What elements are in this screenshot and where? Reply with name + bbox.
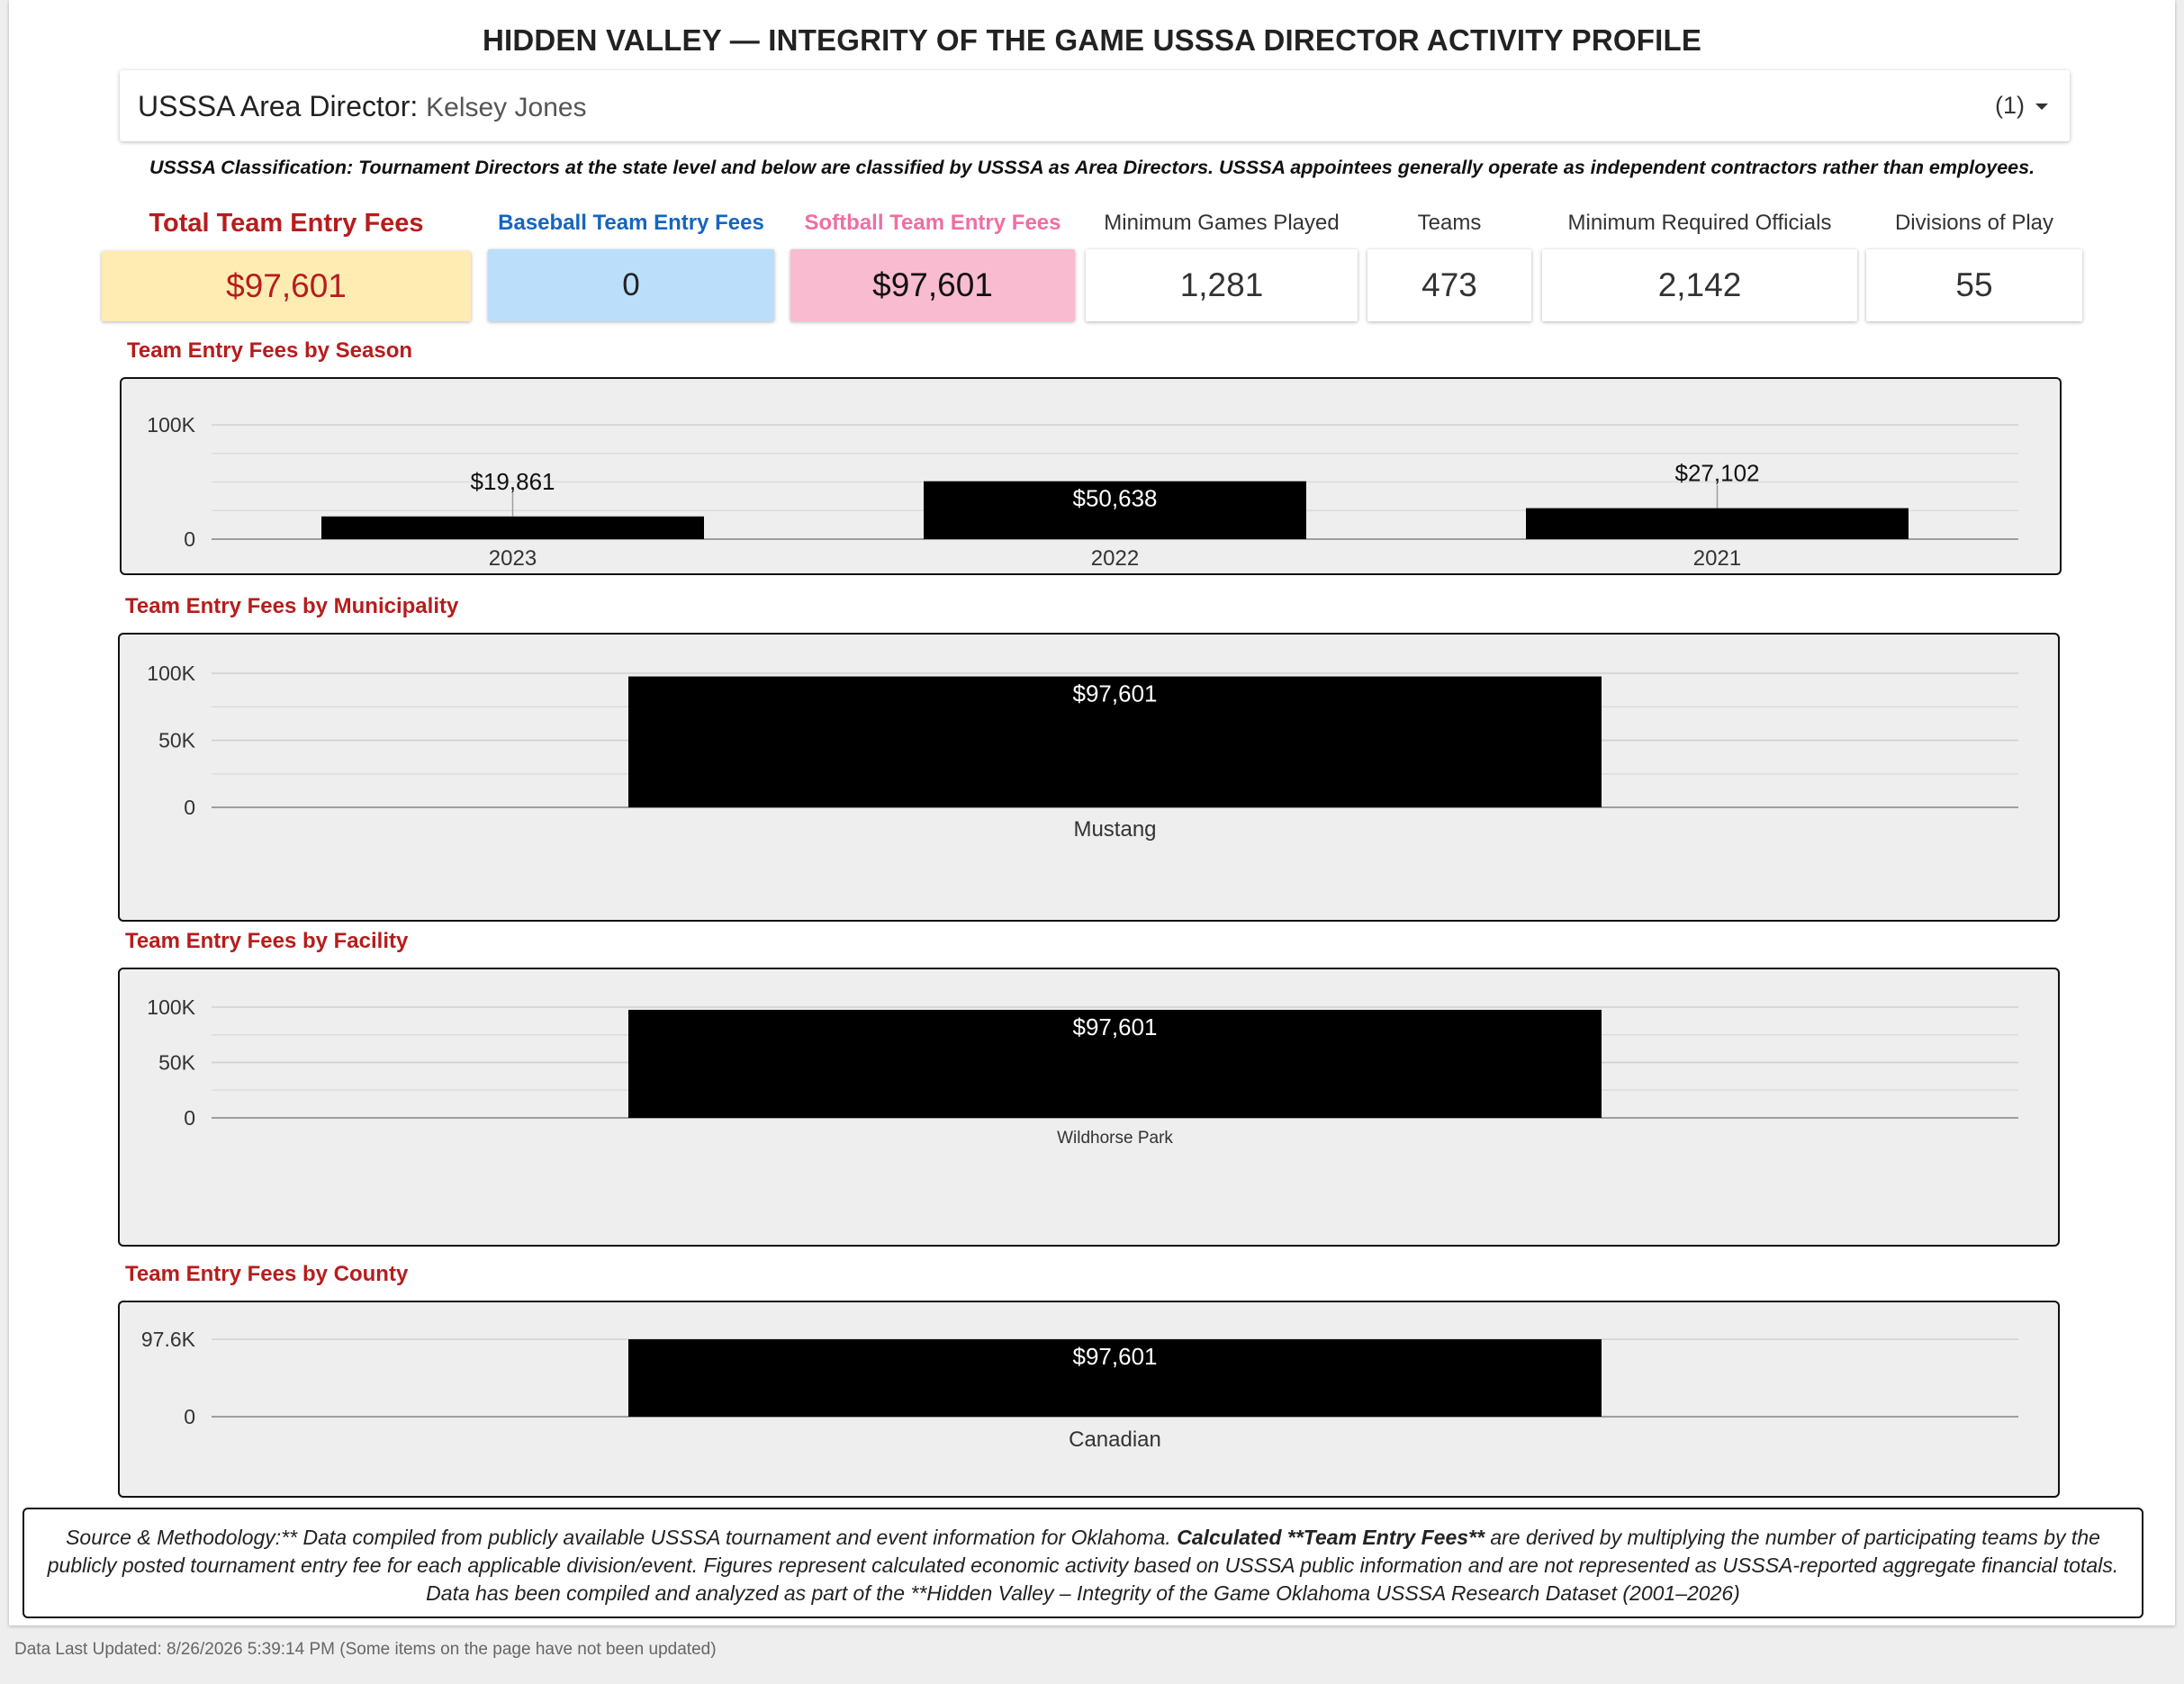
chart-facility-svg [120, 969, 2058, 1245]
bar [1526, 509, 1909, 539]
kpi-teams-scorecard [1367, 249, 1531, 321]
kpi-total-scorecard [102, 251, 471, 321]
kpi-softball-label-text: Softball Team Entry Fees [804, 211, 1061, 235]
methodology-bold: Calculated **Team Entry Fees** [1177, 1526, 1485, 1549]
director-filter-dropdown[interactable] [120, 70, 2070, 141]
kpi-games-scorecard [1086, 249, 1358, 321]
chart-municipality-frame [118, 633, 2060, 922]
kpi-baseball-scorecard [488, 249, 774, 321]
kpi-teams-label [1367, 211, 1531, 236]
kpi-games-value: 1,281 [1179, 266, 1264, 303]
x-category-label: Wildhorse Park [1057, 1129, 1173, 1148]
chart-season-frame [120, 377, 2062, 575]
bar-value-label: $97,601 [1072, 1343, 1158, 1370]
chart-county-title: Team Entry Fees by County [125, 1262, 409, 1286]
kpi-officials-scorecard [1542, 249, 1857, 321]
bar-value-label: $97,601 [1072, 680, 1158, 707]
methodology-rest: are derived by multiplying the number of participating teams by the publicly posted tournament entry fee for each applicable division/event. Figures represent calculated economic activity based on USSSA public information and are not represented as USSSA-reported aggregate financial totals. Data has been compiled and analyzed as part of the **Hidden Valley – Integrity of the Game Oklahoma USSSA Research Dataset (2001–2026) [47, 1526, 2119, 1605]
kpi-total-value: $97,601 [226, 267, 347, 304]
x-category-label: 2023 [488, 546, 537, 571]
director-name: Kelsey Jones [426, 93, 587, 122]
page-title: HIDDEN VALLEY — INTEGRITY OF THE GAME USSSA DIRECTOR ACTIVITY PROFILE [482, 23, 1702, 57]
chart-municipality-title: Team Entry Fees by Municipality [125, 594, 459, 618]
y-tick-label: 0 [184, 1106, 195, 1130]
director-label-separator: : [410, 90, 427, 122]
y-tick-label: 100K [147, 995, 195, 1019]
kpi-total-label-text: Total Team Entry Fees [149, 209, 424, 238]
y-tick-label: 0 [184, 527, 195, 551]
kpi-baseball-value: 0 [622, 267, 640, 302]
y-tick-label: 0 [184, 796, 195, 819]
chart-season-svg [122, 379, 2060, 573]
last-updated-text: Data Last Updated: 8/26/2026 5:39:14 PM (Some items on the page have not been updated) [14, 1640, 717, 1659]
kpi-baseball-label-text: Baseball Team Entry Fees [498, 211, 764, 235]
bar-value-label: $50,638 [1072, 484, 1158, 512]
kpi-officials-label-text: Minimum Required Officials [1567, 211, 1832, 235]
kpi-divisions-scorecard [1866, 249, 2082, 321]
kpi-games-label [1086, 211, 1358, 236]
y-tick-label: 0 [184, 1405, 195, 1428]
bar-value-label: $97,601 [1072, 1013, 1158, 1040]
chart-county-frame [118, 1301, 2060, 1498]
kpi-divisions-label [1866, 211, 2082, 236]
kpi-teams-label-text: Teams [1417, 211, 1482, 235]
x-category-label: 2022 [1090, 546, 1140, 571]
classification-note: USSSA Classification: Tournament Directors at the state level and below are classified by USSSA as Area Directors. USSSA appointees generally operate as independent contractors rather than employees. [149, 157, 2035, 178]
kpi-softball-scorecard [790, 249, 1075, 321]
x-category-label: Mustang [1073, 817, 1157, 842]
kpi-divisions-value: 55 [1955, 266, 1993, 303]
selection-count-text: (1) [1995, 92, 2025, 119]
kpi-teams-value: 473 [1421, 266, 1477, 303]
bar-value-label: $27,102 [1674, 459, 1760, 487]
bar [321, 517, 704, 539]
director-label-text: USSSA Area Director [138, 90, 411, 122]
director-selection-count[interactable] [1995, 92, 2048, 120]
y-tick-label: 100K [147, 662, 195, 685]
chart-facility-frame [118, 968, 2060, 1247]
methodology-note [23, 1508, 2143, 1618]
kpi-softball-value: $97,601 [872, 266, 993, 303]
kpi-games-label-text: Minimum Games Played [1104, 211, 1340, 235]
kpi-officials-label [1542, 211, 1857, 236]
y-tick-label: 50K [158, 728, 195, 752]
chart-facility-title: Team Entry Fees by Facility [125, 929, 409, 953]
director-filter-label [138, 90, 587, 123]
chart-county-svg [120, 1302, 2058, 1496]
bar-value-label: $19,861 [470, 467, 555, 495]
y-tick-label: 100K [147, 413, 195, 437]
chart-season-title: Team Entry Fees by Season [127, 338, 413, 363]
y-tick-label: 50K [158, 1050, 195, 1075]
kpi-officials-value: 2,142 [1657, 266, 1742, 303]
chart-municipality-svg [120, 635, 2058, 920]
x-category-label: Canadian [1069, 1427, 1161, 1452]
kpi-softball-label [790, 211, 1075, 236]
chevron-down-icon[interactable] [2035, 104, 2048, 110]
y-tick-label: 97.6K [140, 1328, 195, 1351]
kpi-total-label [102, 209, 471, 239]
kpi-baseball-label [488, 211, 774, 236]
x-category-label: 2021 [1692, 546, 1742, 571]
kpi-divisions-label-text: Divisions of Play [1894, 211, 2054, 235]
methodology-lead: Source & Methodology:** Data compiled from publicly available USSSA tournament and event information for Oklahoma. [66, 1526, 1178, 1549]
